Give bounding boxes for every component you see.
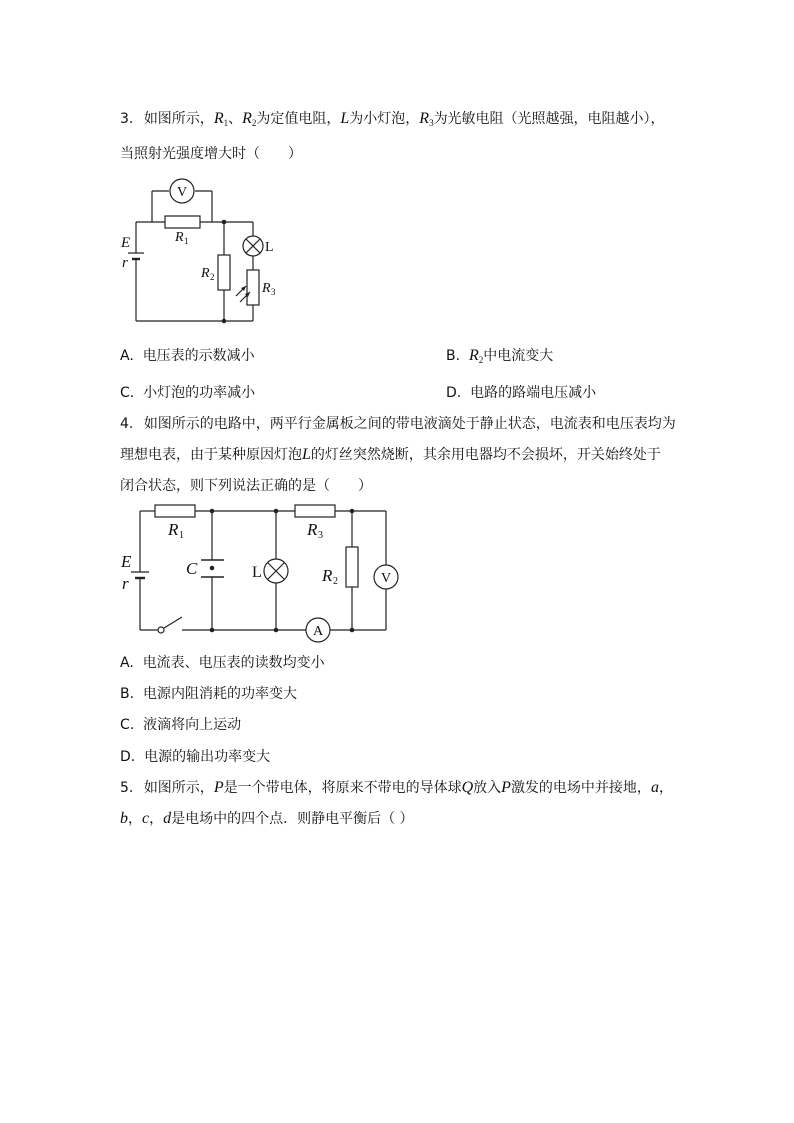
q4-resistor-r1 [155,505,195,517]
q5-stem-line1: 5. 如图所示，P是一个带电体，将原来不带电的导体球Q放入P激发的电场中并接地，a， [120,779,673,796]
q3-number: 3. [120,111,134,127]
q4-switch-blade[interactable] [164,617,182,628]
q4-option-a[interactable]: A. 电流表、电压表的读数均变小 [120,655,325,671]
svg-text:3: 3 [271,287,276,297]
svg-text:r: r [122,574,129,593]
svg-text:A: A [313,624,324,639]
svg-text:2: 2 [333,576,338,587]
q3-stem-line1: 3. 如图所示，$R_1$、$R_2$为定值电阻，L为小灯泡，$R_3$为光敏电阻（光照越强，电阻越小）， [120,110,665,128]
q4-resistor-r3 [295,505,335,517]
svg-text:R: R [307,520,318,539]
q3-option-c[interactable]: C. 小灯泡的功率减小 [120,385,256,401]
q3-option-b[interactable]: B. $R_2$中电流变大 [446,347,554,365]
q4-resistor-r2 [346,547,358,587]
q3-stem-line2: 当照射光强度增大时（ ） [120,146,302,162]
svg-text:L: L [252,564,262,581]
svg-text:R: R [322,566,333,585]
svg-text:E: E [121,235,131,251]
q5-number: 5. [120,780,134,796]
svg-text:r: r [122,255,128,271]
svg-text:R: R [262,281,271,296]
q3-option-d[interactable]: D. 电路的路端电压减小 [446,385,597,401]
q4-option-b[interactable]: B. 电源内阻消耗的功率变大 [120,686,297,702]
q4-stem-line3: 闭合状态，则下列说法正确的是（ ） [120,478,372,494]
svg-text:R: R [201,266,210,281]
svg-text:R: R [175,230,184,245]
svg-text:L: L [265,240,274,255]
svg-text:V: V [381,571,392,586]
q4-number: 4. [120,416,134,432]
svg-text:E: E [121,552,132,571]
q3-voltmeter-label: V [177,185,188,200]
q3-option-a[interactable]: A. 电压表的示数减小 [120,348,255,364]
q4-charged-droplet [210,566,215,571]
q4-stem-line2: 理想电表，由于某种原因灯泡L的灯丝突然烧断，其余用电器均不会损坏，开关始终处于 [120,446,661,463]
q4-option-c[interactable]: C. 液滴将向上运动 [120,717,242,733]
svg-text:2: 2 [210,272,215,282]
svg-text:C: C [186,559,198,578]
svg-text:1: 1 [179,530,184,541]
svg-text:R: R [168,520,179,539]
svg-text:3: 3 [318,530,323,541]
q4-switch-contact[interactable] [158,627,164,633]
q4-option-d[interactable]: D. 电源的输出功率变大 [120,749,271,765]
svg-text:1: 1 [184,236,189,246]
q5-stem-line2: b，c，d是电场中的四个点．则静电平衡后（ ） [120,810,414,827]
q4-stem-line1: 4. 如图所示的电路中，两平行金属板之间的带电液滴处于静止状态，电流表和电压表均为 [120,416,676,432]
